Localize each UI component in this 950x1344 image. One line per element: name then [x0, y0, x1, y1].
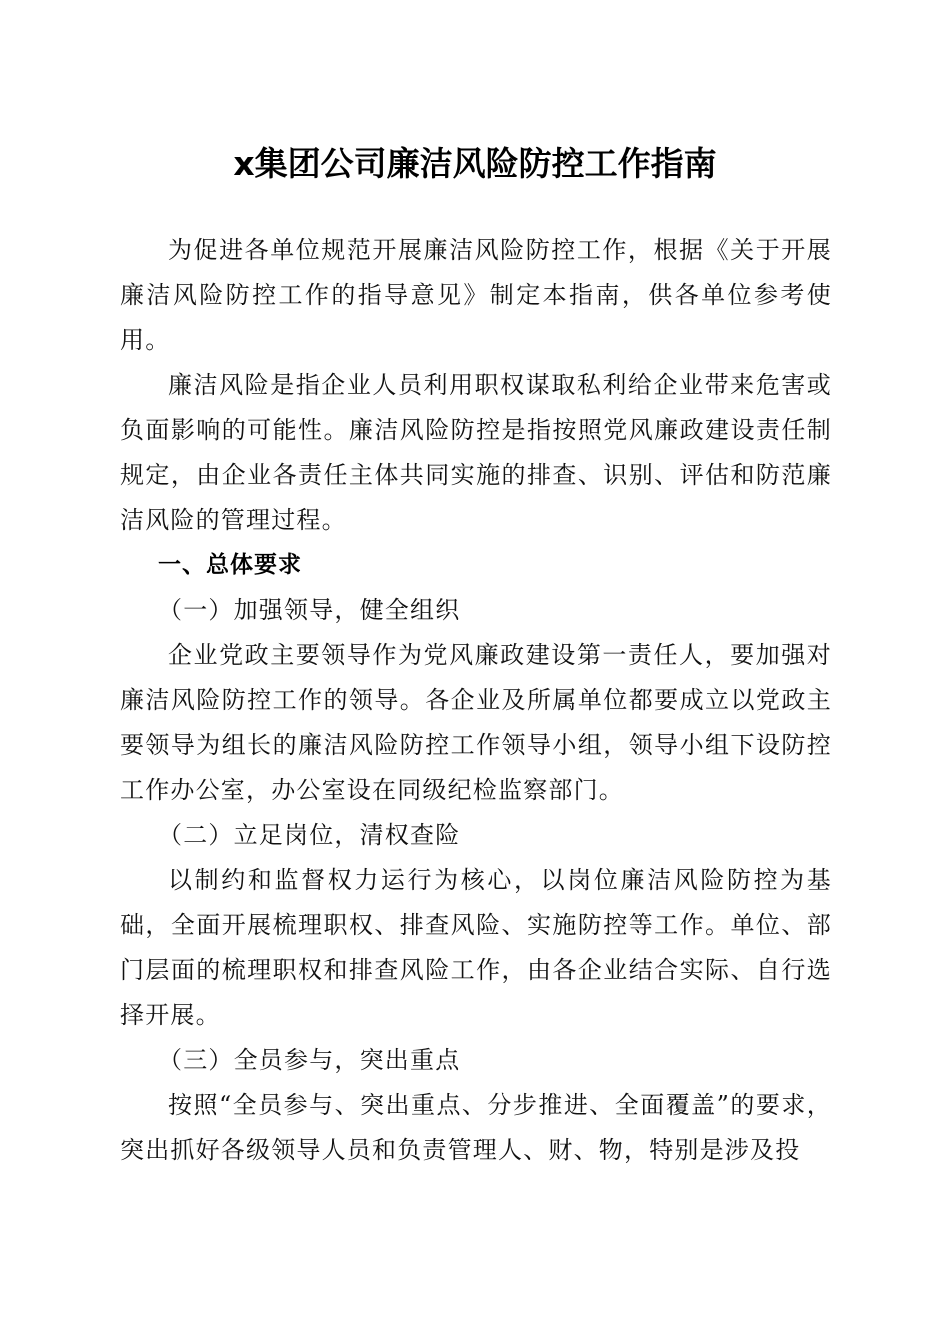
intro-paragraph: 为促进各单位规范开展廉洁风险防控工作，根据《关于开展廉洁风险防控工作的指导意见》制定本指南，供各单位参考使用。 — [120, 236, 832, 354]
subsection-3-paragraph: 按照“全员参与、突出重点、分步推进、全面覆盖”的要求，突出抓好各级领导人员和负责管理人、财、物，特别是涉及投 — [120, 1091, 832, 1164]
subsection-heading-3: （三）全员参与，突出重点 — [158, 1046, 461, 1074]
subsection-2-paragraph: 以制约和监督权力运行为核心，以岗位廉洁风险防控为基础，全面开展梳理职权、排查风险、实施防控等工作。单位、部门层面的梳理职权和排查风险工作，由各企业结合实际、自行选择开展。 — [120, 866, 832, 1029]
subsection-heading-2: （二）立足岗位，清权查险 — [158, 821, 461, 849]
section-heading-general-requirements: 一、总体要求 — [158, 552, 302, 578]
definition-paragraph: 廉洁风险是指企业人员利用职权谋取私利给企业带来危害或负面影响的可能性。廉洁风险防控是指按照党风廉政建设责任制规定，由企业各责任主体共同实施的排查、识别、评估和防范廉洁风险的管理过程。 — [120, 371, 832, 534]
document-body — [120, 228, 832, 1173]
subsection-heading-1: （一）加强领导，健全组织 — [158, 596, 461, 624]
document-title: x集团公司廉洁风险防控工作指南 — [233, 144, 717, 183]
subsection-1-paragraph: 企业党政主要领导作为党风廉政建设第一责任人，要加强对廉洁风险防控工作的领导。各企业及所属单位都要成立以党政主要领导为组长的廉洁风险防控工作领导小组，领导小组下设防控工作办公室，办公室设在同级纪检监察部门。 — [120, 641, 832, 804]
